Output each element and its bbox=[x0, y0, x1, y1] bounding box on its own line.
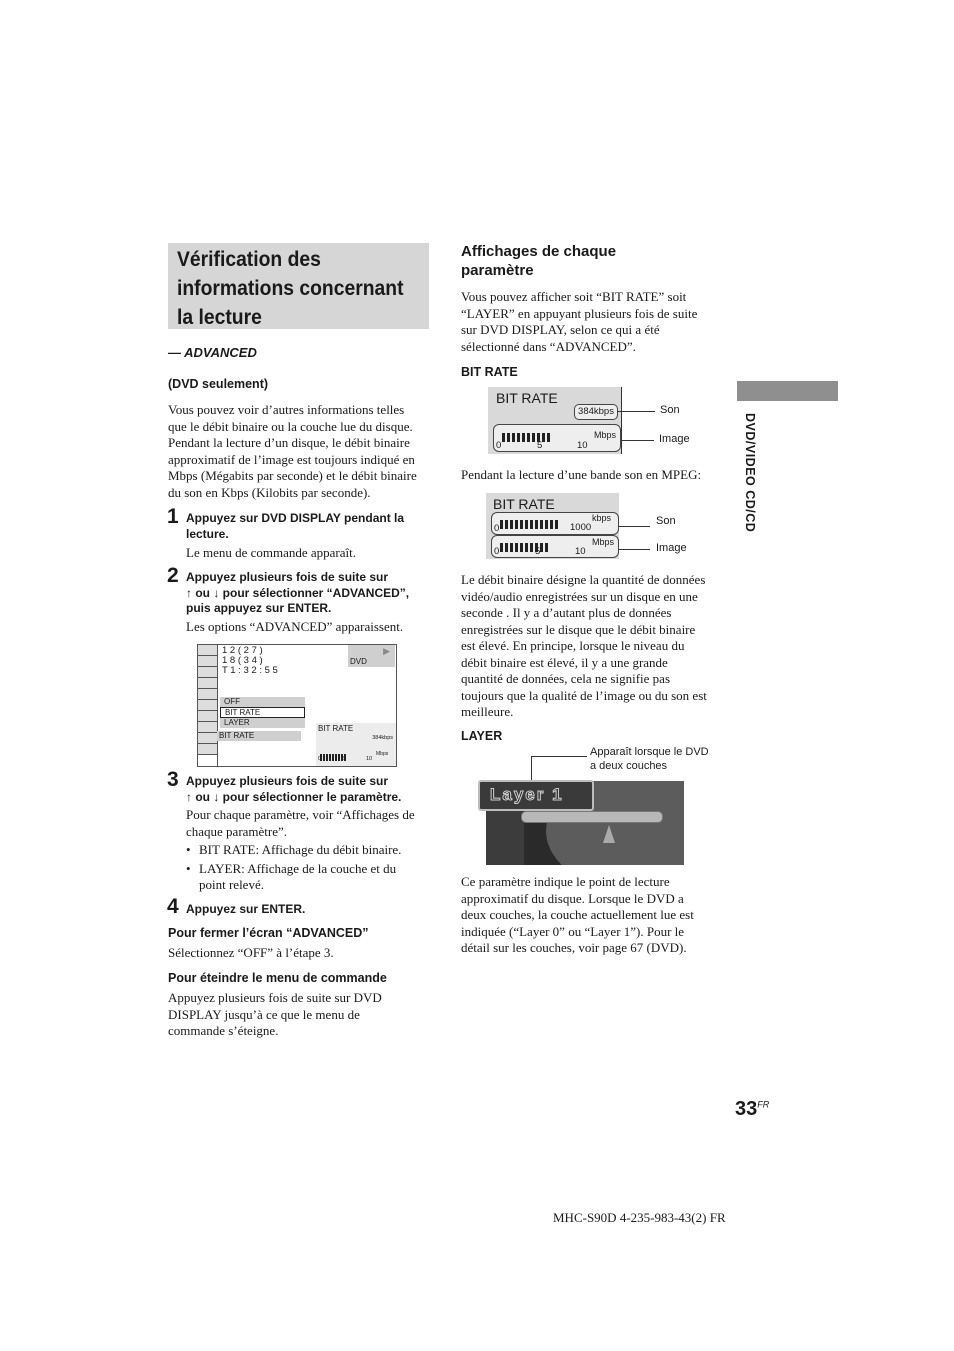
control-menu-screen bbox=[197, 644, 397, 767]
advanced-heading: — ADVANCED bbox=[168, 345, 257, 360]
selected-option: BIT RATE bbox=[217, 731, 301, 741]
turn-off-menu-text: Appuyez plusieurs fois de suite sur DVD DISPLAY jusqu’à ce que le menu de commande s’éteigne. bbox=[168, 990, 382, 1038]
video-rate-box: 0 5 10 Mbps bbox=[493, 424, 621, 452]
layer-callout-note: Apparaît lorsque le DVD a deux couches bbox=[590, 746, 709, 772]
level-bars bbox=[500, 516, 560, 525]
step-text: Le menu de commande apparaît. bbox=[186, 545, 357, 560]
section-tab-label: DVD/VIDEO CD/CD bbox=[743, 413, 757, 533]
disc-type-box: ▶ DVD bbox=[348, 645, 395, 667]
layer-explanation: Ce paramètre indique le point de lecture approximatif du disque. Lorsque le DVD a deux couches, la couche actuellement lue est indiquée (“Layer 0” ou “Layer 1”). Pour le détail sur les couches, voir page 67 (DVD). bbox=[461, 874, 694, 955]
option-bit-rate: BIT RATE bbox=[220, 707, 305, 718]
layer-heading: LAYER bbox=[461, 729, 503, 743]
step-text: Pour chaque paramètre, voir “Affichages de chaque paramètre”. bbox=[186, 807, 415, 839]
play-icon: ▶ bbox=[383, 646, 390, 656]
bit-rate-mini-display: BIT RATE 384kbps 0 5 10 Mbps bbox=[316, 723, 396, 766]
step-number: 4 bbox=[167, 895, 179, 918]
option-off: OFF bbox=[220, 697, 305, 707]
close-advanced-text: Sélectionnez “OFF” à l’étape 3. bbox=[168, 945, 334, 960]
section-heading: Affichages de chaque paramètre bbox=[461, 243, 617, 279]
bit-rate-explanation: Le débit binaire désigne la quantité de données vidéo/audio enregistrées sur un disque en une seconde . Il y a d’autant plus de données enregistrées sur le disque que le débit binaire est élevé. En principe, lorsque le niveau du débit binaire est élevé, il y a une grande quantité de données, cela ne signifie pas toujours que la qualité de l’image ou du son est meilleure. bbox=[461, 572, 707, 719]
menu-icon-column bbox=[198, 645, 217, 766]
image-label: Image bbox=[656, 542, 687, 554]
intro-paragraph: Vous pouvez voir d’autres informations telles que le débit binaire ou la couche lue du disque. Pendant la lecture d’un disque, le débit binaire approximatif de l’image est toujours indiqué en Mbps (Mégabits par seconde) et le débit binaire du son en Kbps (Kilobits par seconde). bbox=[168, 402, 417, 500]
son-label: Son bbox=[660, 404, 680, 416]
image-label: Image bbox=[659, 433, 690, 445]
step-text: Les options “ADVANCED” apparaissent. bbox=[186, 619, 404, 634]
step-heading: Appuyez plusieurs fois de suite sur ↑ ou ↓ pour sélectionner le paramètre. bbox=[186, 774, 402, 804]
menu-status-text: 1 2 ( 2 7 ) 1 8 ( 3 4 ) T 1 : 3 2 : 5 5 bbox=[222, 645, 278, 676]
mini-level-bars bbox=[320, 748, 347, 755]
video-rate-box: 0 5 10 Mbps bbox=[491, 535, 619, 558]
level-bars bbox=[502, 429, 552, 438]
close-advanced-heading: Pour fermer l’écran “ADVANCED” bbox=[168, 926, 369, 940]
level-bars bbox=[500, 539, 550, 548]
step-number: 1 bbox=[167, 505, 179, 528]
layer-label-box bbox=[478, 780, 594, 811]
footer-model: MHC-S90D 4-235-983-43(2) FR bbox=[553, 1210, 726, 1225]
audio-rate-box: 0 1000 kbps bbox=[491, 512, 619, 535]
mpeg-caption: Pendant la lecture d’une bande son en MPEG: bbox=[461, 467, 702, 482]
bit-rate-display-mpeg: BIT RATE 0 1000 kbps 0 5 10 Mbps bbox=[486, 493, 619, 559]
audio-rate-box: 384kbps bbox=[574, 404, 618, 420]
page-title-box bbox=[168, 243, 429, 329]
option-layer: LAYER bbox=[220, 718, 305, 728]
position-pointer-icon bbox=[603, 825, 615, 843]
son-label: Son bbox=[656, 515, 676, 527]
turn-off-menu-heading: Pour éteindre le menu de commande bbox=[168, 971, 387, 985]
dvd-only-note: (DVD seulement) bbox=[168, 377, 269, 391]
bit-rate-heading: BIT RATE bbox=[461, 365, 518, 379]
section-intro: Vous pouvez afficher soit “BIT RATE” soit “LAYER” en appuyant plusieurs fois de suite sur DVD DISPLAY, selon ce qui a été sélectionné dans “ADVANCED”. bbox=[461, 289, 698, 354]
page-number: $33^{FR}$ bbox=[735, 1098, 770, 1120]
step-heading: Appuyez plusieurs fois de suite sur ↑ ou ↓ pour sélectionner “ADVANCED”, puis appuyez sur ENTER. bbox=[186, 570, 410, 615]
step-heading: Appuyez sur DVD DISPLAY pendant la lecture. bbox=[186, 511, 405, 541]
step-number: 3 bbox=[167, 768, 179, 791]
section-tab-marker bbox=[737, 381, 838, 401]
bit-rate-display-dvd: BIT RATE 384kbps 0 5 10 Mbps bbox=[488, 387, 622, 454]
layer-position-bar bbox=[521, 811, 663, 823]
step-heading: Appuyez sur ENTER. bbox=[186, 902, 306, 916]
advanced-options-list bbox=[220, 697, 305, 730]
step-number: 2 bbox=[167, 564, 179, 587]
page-title: Vérification des informations concernant la lecture bbox=[177, 248, 404, 329]
layer-label: Layer 1 bbox=[490, 785, 564, 804]
parameter-bullets: • BIT RATE: Affichage du débit binaire. • LAYER: Affichage de la couche et du point relevé. bbox=[186, 842, 402, 892]
